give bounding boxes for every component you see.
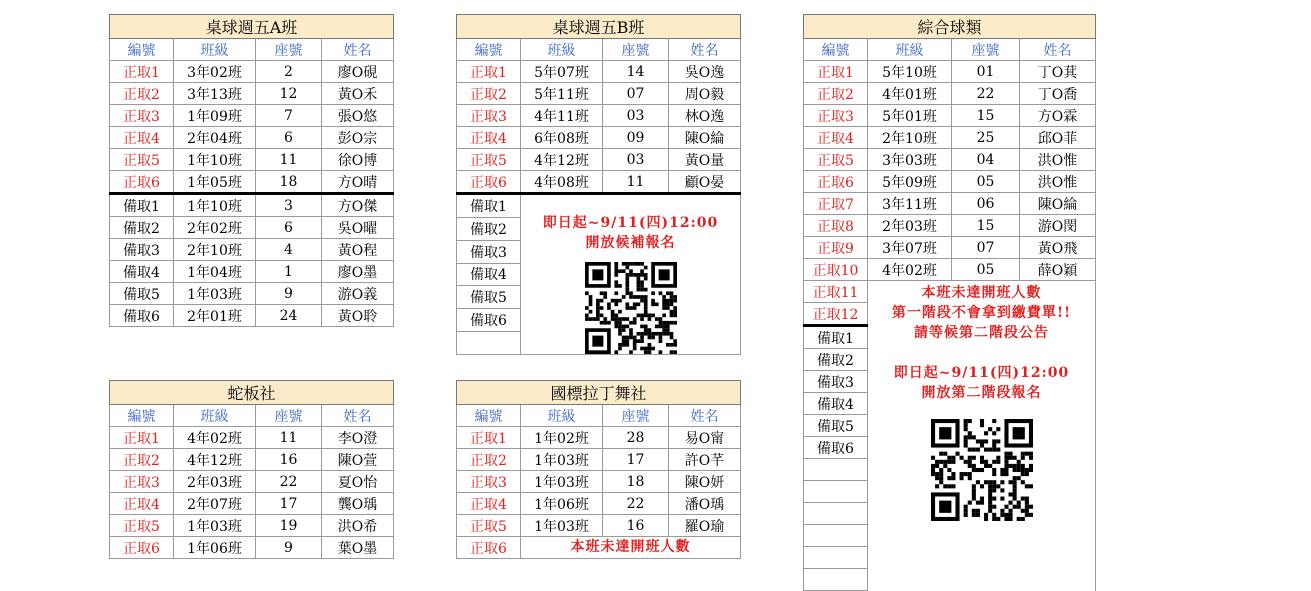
row-number: 正取4 xyxy=(457,127,521,149)
row-seat: 06 xyxy=(952,193,1020,215)
table-row xyxy=(804,61,1096,83)
notice-line: 即日起~9/11(四)12:00 xyxy=(542,215,719,231)
row-name: 羅O瑜 xyxy=(669,515,741,537)
row-number: 正取5 xyxy=(110,515,174,537)
header-seat: 座號 xyxy=(952,39,1020,61)
notice-line: 開放第二階段報名 xyxy=(921,385,1042,401)
table-row xyxy=(457,537,741,559)
row-number: 備取5 xyxy=(804,415,868,437)
row-name: 廖O墨 xyxy=(322,261,394,283)
table-row xyxy=(110,194,394,217)
row-seat: 18 xyxy=(256,171,322,194)
row-number: 正取4 xyxy=(804,127,868,149)
row-number: 備取4 xyxy=(804,393,868,415)
row-number: 正取6 xyxy=(457,171,521,194)
table-row xyxy=(110,149,394,171)
row-name: 龔O瑀 xyxy=(322,493,394,515)
notice-line: 即日起~9/11(四)12:00 xyxy=(893,365,1070,381)
row-seat: 11 xyxy=(603,171,669,194)
row-seat: 09 xyxy=(603,127,669,149)
row-number: 備取3 xyxy=(457,240,521,263)
row-seat: 07 xyxy=(952,237,1020,259)
header-seat: 座號 xyxy=(256,39,322,61)
row-name: 潘O瑀 xyxy=(669,493,741,515)
row-class: 1年02班 xyxy=(521,427,603,449)
row-number: 備取2 xyxy=(110,217,174,239)
row-number: 正取12 xyxy=(804,303,868,326)
empty-cell xyxy=(804,503,868,525)
row-class: 5年07班 xyxy=(521,61,603,83)
row-class: 1年03班 xyxy=(521,449,603,471)
row-class: 5年11班 xyxy=(521,83,603,105)
row-seat: 28 xyxy=(603,427,669,449)
header-number: 編號 xyxy=(804,39,868,61)
table-snakeboard xyxy=(109,380,394,559)
empty-cell xyxy=(804,481,868,503)
row-class: 5年01班 xyxy=(868,105,952,127)
row-number: 正取6 xyxy=(804,171,868,193)
table-row xyxy=(110,127,394,149)
empty-cell xyxy=(804,459,868,481)
header-seat: 座號 xyxy=(256,405,322,427)
row-number: 正取3 xyxy=(804,105,868,127)
row-class: 1年03班 xyxy=(521,515,603,537)
row-name: 方O傑 xyxy=(322,194,394,217)
table-title: 綜合球類 xyxy=(804,15,1096,39)
notice-line: 開放候補報名 xyxy=(585,235,676,251)
table-row xyxy=(110,537,394,559)
row-seat: 11 xyxy=(256,427,322,449)
empty-cell xyxy=(457,332,521,355)
table-row xyxy=(457,471,741,493)
table-row xyxy=(457,194,741,218)
notice-cell xyxy=(868,281,1096,591)
row-class: 2年07班 xyxy=(174,493,256,515)
row-name: 黃O量 xyxy=(669,149,741,171)
qr-code xyxy=(931,419,1033,521)
notice-line: 請等候第二階段公告 xyxy=(914,325,1049,341)
row-number: 備取3 xyxy=(804,371,868,393)
row-number: 正取1 xyxy=(110,427,174,449)
row-number: 備取6 xyxy=(804,437,868,459)
row-seat: 17 xyxy=(603,449,669,471)
row-name: 陳O綸 xyxy=(669,127,741,149)
header-name: 姓名 xyxy=(669,39,741,61)
table-ping-pong-a xyxy=(109,14,394,327)
row-number: 正取1 xyxy=(110,61,174,83)
row-seat: 14 xyxy=(603,61,669,83)
header-seat: 座號 xyxy=(603,405,669,427)
row-number: 備取6 xyxy=(110,305,174,327)
row-name: 周O毅 xyxy=(669,83,741,105)
notice-text xyxy=(521,195,740,253)
row-seat: 7 xyxy=(256,105,322,127)
row-class: 1年05班 xyxy=(174,171,256,194)
notice-text xyxy=(868,281,1095,403)
empty-cell xyxy=(804,569,868,591)
table-row xyxy=(110,261,394,283)
row-number: 備取2 xyxy=(457,217,521,240)
row-name: 洪O希 xyxy=(322,515,394,537)
row-name: 洪O惟 xyxy=(1020,149,1096,171)
table-row xyxy=(804,237,1096,259)
header-row xyxy=(457,39,741,61)
notice-text: 本班未達開班人數 xyxy=(521,537,741,559)
header-number: 編號 xyxy=(457,405,521,427)
row-name: 陳O妍 xyxy=(669,471,741,493)
row-number: 正取2 xyxy=(457,83,521,105)
row-number: 正取5 xyxy=(110,149,174,171)
row-number: 正取6 xyxy=(457,537,521,559)
row-number: 正取10 xyxy=(804,259,868,281)
table-title: 國標拉丁舞社 xyxy=(457,381,741,405)
row-class: 4年02班 xyxy=(174,427,256,449)
row-name: 丁O萁 xyxy=(1020,61,1096,83)
row-class: 4年11班 xyxy=(521,105,603,127)
row-seat: 03 xyxy=(603,105,669,127)
row-name: 黃O程 xyxy=(322,239,394,261)
table-ball-games xyxy=(803,14,1096,591)
row-seat: 16 xyxy=(256,449,322,471)
row-name: 吳O曜 xyxy=(322,217,394,239)
row-class: 3年11班 xyxy=(868,193,952,215)
table-row xyxy=(110,105,394,127)
row-number: 正取1 xyxy=(804,61,868,83)
row-name: 游O閔 xyxy=(1020,215,1096,237)
row-number: 正取8 xyxy=(804,215,868,237)
table-row xyxy=(457,171,741,194)
row-number: 備取4 xyxy=(110,261,174,283)
row-class: 2年04班 xyxy=(174,127,256,149)
table-row xyxy=(110,471,394,493)
table-row xyxy=(804,105,1096,127)
empty-cell xyxy=(804,525,868,547)
row-seat: 22 xyxy=(952,83,1020,105)
row-class: 4年01班 xyxy=(868,83,952,105)
header-class: 班級 xyxy=(174,39,256,61)
row-name: 顧O晏 xyxy=(669,171,741,194)
row-name: 李O澄 xyxy=(322,427,394,449)
row-class: 1年10班 xyxy=(174,194,256,217)
row-number: 正取2 xyxy=(804,83,868,105)
header-name: 姓名 xyxy=(1020,39,1096,61)
row-number: 正取5 xyxy=(457,149,521,171)
row-name: 方O晴 xyxy=(322,171,394,194)
table-row xyxy=(457,427,741,449)
row-number: 備取5 xyxy=(457,286,521,309)
row-seat: 1 xyxy=(256,261,322,283)
row-class: 4年08班 xyxy=(521,171,603,194)
row-name: 丁O喬 xyxy=(1020,83,1096,105)
row-number: 正取1 xyxy=(457,61,521,83)
row-name: 張O悠 xyxy=(322,105,394,127)
table-row xyxy=(804,127,1096,149)
table-row xyxy=(804,149,1096,171)
row-number: 備取6 xyxy=(457,309,521,332)
row-number: 正取11 xyxy=(804,281,868,303)
row-class: 1年03班 xyxy=(174,283,256,305)
row-name: 黃O禾 xyxy=(322,83,394,105)
table-title: 桌球週五B班 xyxy=(457,15,741,39)
row-number: 備取1 xyxy=(110,194,174,217)
header-row xyxy=(110,405,394,427)
table-row xyxy=(804,215,1096,237)
row-class: 2年03班 xyxy=(868,215,952,237)
row-class: 3年02班 xyxy=(174,61,256,83)
table-row xyxy=(457,493,741,515)
row-seat: 17 xyxy=(256,493,322,515)
row-class: 4年02班 xyxy=(868,259,952,281)
row-number: 正取4 xyxy=(457,493,521,515)
row-seat: 2 xyxy=(256,61,322,83)
table-row xyxy=(457,449,741,471)
table-row xyxy=(110,171,394,194)
row-seat: 9 xyxy=(256,537,322,559)
row-class: 2年03班 xyxy=(174,471,256,493)
row-number: 備取2 xyxy=(804,349,868,371)
row-class: 3年13班 xyxy=(174,83,256,105)
table-title: 桌球週五A班 xyxy=(110,15,394,39)
table-row xyxy=(804,171,1096,193)
row-class: 2年10班 xyxy=(868,127,952,149)
row-name: 游O義 xyxy=(322,283,394,305)
header-class: 班級 xyxy=(174,405,256,427)
row-number: 正取2 xyxy=(457,449,521,471)
row-seat: 3 xyxy=(256,194,322,217)
table-row xyxy=(110,449,394,471)
row-seat: 15 xyxy=(952,105,1020,127)
row-name: 陳O萱 xyxy=(322,449,394,471)
row-number: 正取9 xyxy=(804,237,868,259)
row-number: 備取5 xyxy=(110,283,174,305)
table-row xyxy=(110,427,394,449)
row-seat: 6 xyxy=(256,217,322,239)
table-row xyxy=(457,83,741,105)
row-number: 正取2 xyxy=(110,449,174,471)
table-row xyxy=(110,493,394,515)
table-row xyxy=(804,83,1096,105)
table-row xyxy=(457,61,741,83)
row-seat: 07 xyxy=(603,83,669,105)
row-class: 1年06班 xyxy=(174,537,256,559)
row-seat: 12 xyxy=(256,83,322,105)
row-number: 正取6 xyxy=(110,171,174,194)
table-row xyxy=(110,515,394,537)
header-row xyxy=(804,39,1096,61)
row-seat: 6 xyxy=(256,127,322,149)
table-row xyxy=(804,193,1096,215)
row-seat: 11 xyxy=(256,149,322,171)
row-class: 1年04班 xyxy=(174,261,256,283)
row-name: 薛O穎 xyxy=(1020,259,1096,281)
header-number: 編號 xyxy=(457,39,521,61)
header-class: 班級 xyxy=(868,39,952,61)
table-row xyxy=(804,259,1096,281)
row-number: 正取2 xyxy=(110,83,174,105)
qr-code xyxy=(585,262,677,354)
row-number: 正取3 xyxy=(457,105,521,127)
row-seat: 18 xyxy=(603,471,669,493)
row-seat: 15 xyxy=(952,215,1020,237)
row-seat: 25 xyxy=(952,127,1020,149)
row-name: 徐O博 xyxy=(322,149,394,171)
table-row xyxy=(110,83,394,105)
row-seat: 05 xyxy=(952,259,1020,281)
row-number: 正取7 xyxy=(804,193,868,215)
row-class: 1年06班 xyxy=(521,493,603,515)
table-row xyxy=(457,127,741,149)
table-row xyxy=(110,239,394,261)
row-name: 廖O硯 xyxy=(322,61,394,83)
table-row xyxy=(110,61,394,83)
row-number: 正取3 xyxy=(110,105,174,127)
row-number: 備取1 xyxy=(457,194,521,218)
row-class: 5年10班 xyxy=(868,61,952,83)
row-number: 備取4 xyxy=(457,263,521,286)
row-number: 備取1 xyxy=(804,326,868,349)
notice-cell xyxy=(521,194,741,355)
row-seat: 22 xyxy=(603,493,669,515)
header-name: 姓名 xyxy=(322,405,394,427)
header-number: 編號 xyxy=(110,405,174,427)
row-name: 彭O宗 xyxy=(322,127,394,149)
table-row xyxy=(457,149,741,171)
row-name: 黃O飛 xyxy=(1020,237,1096,259)
row-seat: 22 xyxy=(256,471,322,493)
row-class: 1年10班 xyxy=(174,149,256,171)
row-seat: 4 xyxy=(256,239,322,261)
header-seat: 座號 xyxy=(603,39,669,61)
header-row xyxy=(457,405,741,427)
table-title: 蛇板社 xyxy=(110,381,394,405)
header-number: 編號 xyxy=(110,39,174,61)
row-name: 方O霖 xyxy=(1020,105,1096,127)
row-class: 5年09班 xyxy=(868,171,952,193)
row-class: 1年03班 xyxy=(521,471,603,493)
row-class: 3年07班 xyxy=(868,237,952,259)
table-row xyxy=(457,515,741,537)
row-name: 葉O墨 xyxy=(322,537,394,559)
row-class: 2年02班 xyxy=(174,217,256,239)
row-seat: 9 xyxy=(256,283,322,305)
header-row xyxy=(110,39,394,61)
row-seat: 01 xyxy=(952,61,1020,83)
row-name: 林O逸 xyxy=(669,105,741,127)
row-seat: 04 xyxy=(952,149,1020,171)
notice-line: 第一階段不會拿到繳費單!! xyxy=(891,305,1072,321)
empty-cell xyxy=(804,547,868,569)
row-class: 1年03班 xyxy=(174,515,256,537)
row-class: 4年12班 xyxy=(174,449,256,471)
table-row xyxy=(457,105,741,127)
row-name: 陳O綸 xyxy=(1020,193,1096,215)
row-name: 洪O惟 xyxy=(1020,171,1096,193)
row-number: 正取5 xyxy=(804,149,868,171)
header-name: 姓名 xyxy=(322,39,394,61)
row-class: 2年01班 xyxy=(174,305,256,327)
row-number: 正取4 xyxy=(110,493,174,515)
row-number: 正取3 xyxy=(110,471,174,493)
row-seat: 16 xyxy=(603,515,669,537)
row-class: 2年10班 xyxy=(174,239,256,261)
row-name: 許O芊 xyxy=(669,449,741,471)
table-row xyxy=(110,217,394,239)
row-seat: 24 xyxy=(256,305,322,327)
row-name: 易O甯 xyxy=(669,427,741,449)
row-number: 正取3 xyxy=(457,471,521,493)
row-class: 4年12班 xyxy=(521,149,603,171)
table-row xyxy=(110,305,394,327)
table-latin-dance xyxy=(456,380,741,559)
row-name: 黃O聆 xyxy=(322,305,394,327)
row-name: 邱O菲 xyxy=(1020,127,1096,149)
header-class: 班級 xyxy=(521,39,603,61)
row-seat: 03 xyxy=(603,149,669,171)
row-number: 正取5 xyxy=(457,515,521,537)
table-ping-pong-b xyxy=(456,14,741,355)
row-class: 1年09班 xyxy=(174,105,256,127)
row-seat: 19 xyxy=(256,515,322,537)
row-name: 夏O怡 xyxy=(322,471,394,493)
row-seat: 05 xyxy=(952,171,1020,193)
table-row xyxy=(110,283,394,305)
table-row xyxy=(804,281,1096,303)
row-class: 6年08班 xyxy=(521,127,603,149)
header-class: 班級 xyxy=(521,405,603,427)
row-number: 正取6 xyxy=(110,537,174,559)
notice-line: 本班未達開班人數 xyxy=(921,285,1042,301)
row-number: 正取4 xyxy=(110,127,174,149)
row-number: 正取1 xyxy=(457,427,521,449)
row-class: 3年03班 xyxy=(868,149,952,171)
row-name: 吳O逸 xyxy=(669,61,741,83)
row-number: 備取3 xyxy=(110,239,174,261)
header-name: 姓名 xyxy=(669,405,741,427)
